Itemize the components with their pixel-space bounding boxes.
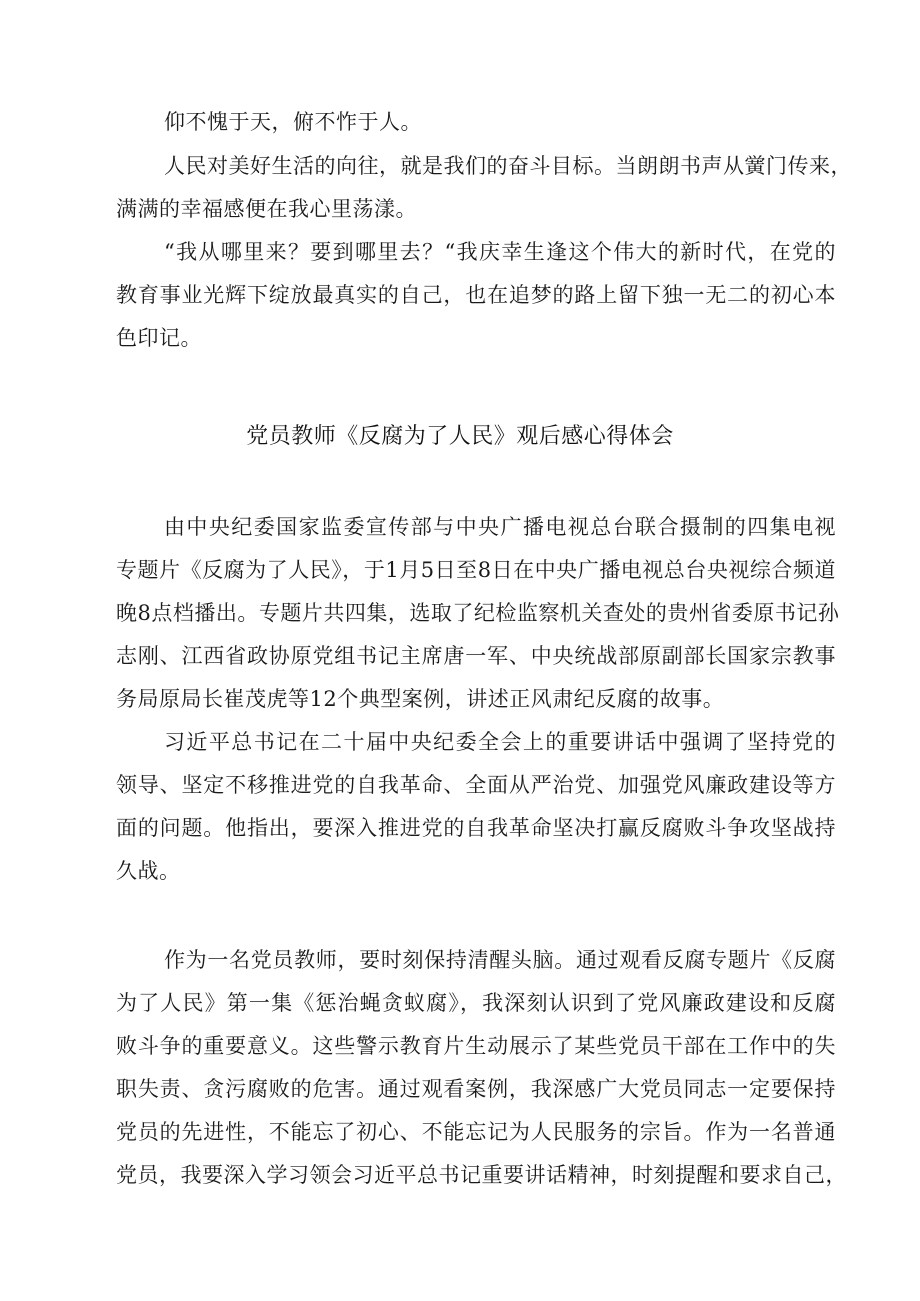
body-line-2: 专题片《反腐为了人民》，于1月5日至8日在中央广播电视总台央视综合频道 (116, 558, 836, 582)
body-line-5: 务局原局长崔茂虎等12个典型案例，讲述正风肃纪反腐的故事。 (116, 687, 725, 711)
body-line-9: 久战。 (116, 859, 181, 883)
body-line-11: 为了人民》第一集《惩治蝇贪蚁腐》，我深刻认识到了党风廉政建设和反腐 (116, 991, 836, 1015)
intro-line-2: 人民对美好生活的向往，就是我们的奋斗目标。当朗朗书声从黉门传来， (164, 154, 852, 178)
body-line-15: 党员，我要深入学习领会习近平总书记重要讲话精神，时刻提醒和要求自己， (116, 1163, 847, 1187)
body-line-4: 志刚、江西省政协原党组书记主席唐一军、中央统战部原副部长国家宗教事 (116, 644, 836, 668)
intro-line-5: 教育事业光辉下绽放最真实的自己，也在追梦的路上留下独一无二的初心本 (116, 283, 836, 307)
body-line-12: 败斗争的重要意义。这些警示教育片生动展示了某些党员干部在工作中的失 (116, 1034, 836, 1058)
intro-line-6: 色印记。 (116, 326, 202, 350)
body-line-3: 晚8点档播出。专题片共四集，选取了纪检监察机关查处的贵州省委原书记孙 (116, 601, 840, 625)
body-line-8: 面的问题。他指出，要深入推进党的自我革命坚决打赢反腐败斗争攻坚战持 (116, 816, 836, 840)
body-line-6: 习近平总书记在二十届中央纪委全会上的重要讲话中强调了坚持党的 (164, 730, 836, 754)
body-line-13: 职失责、贪污腐败的危害。通过观看案例，我深感广大党员同志一定要保持 (116, 1077, 836, 1101)
intro-line-1: 仰不愧于天，俯不怍于人。 (164, 110, 422, 134)
body-line-10: 作为一名党员教师，要时刻保持清醒头脑。通过观看反腐专题片《反腐 (164, 948, 836, 972)
intro-line-4: “我从哪里来？要到哪里去？“我庆幸生逢这个伟大的新时代，在党的 (164, 240, 836, 264)
body-line-7: 领导、坚定不移推进党的自我革命、全面从严治党、加强党风廉政建设等方 (116, 773, 836, 797)
body-line-1: 由中央纪委国家监委宣传部与中央广播电视总台联合摄制的四集电视 (164, 515, 836, 539)
article-title: 党员教师《反腐为了人民》观后感心得体会 (246, 424, 674, 449)
intro-line-3: 满满的幸福感便在我心里荡漾。 (116, 197, 417, 221)
body-line-14: 党员的先进性，不能忘了初心、不能忘记为人民服务的宗旨。作为一名普通 (116, 1120, 836, 1144)
